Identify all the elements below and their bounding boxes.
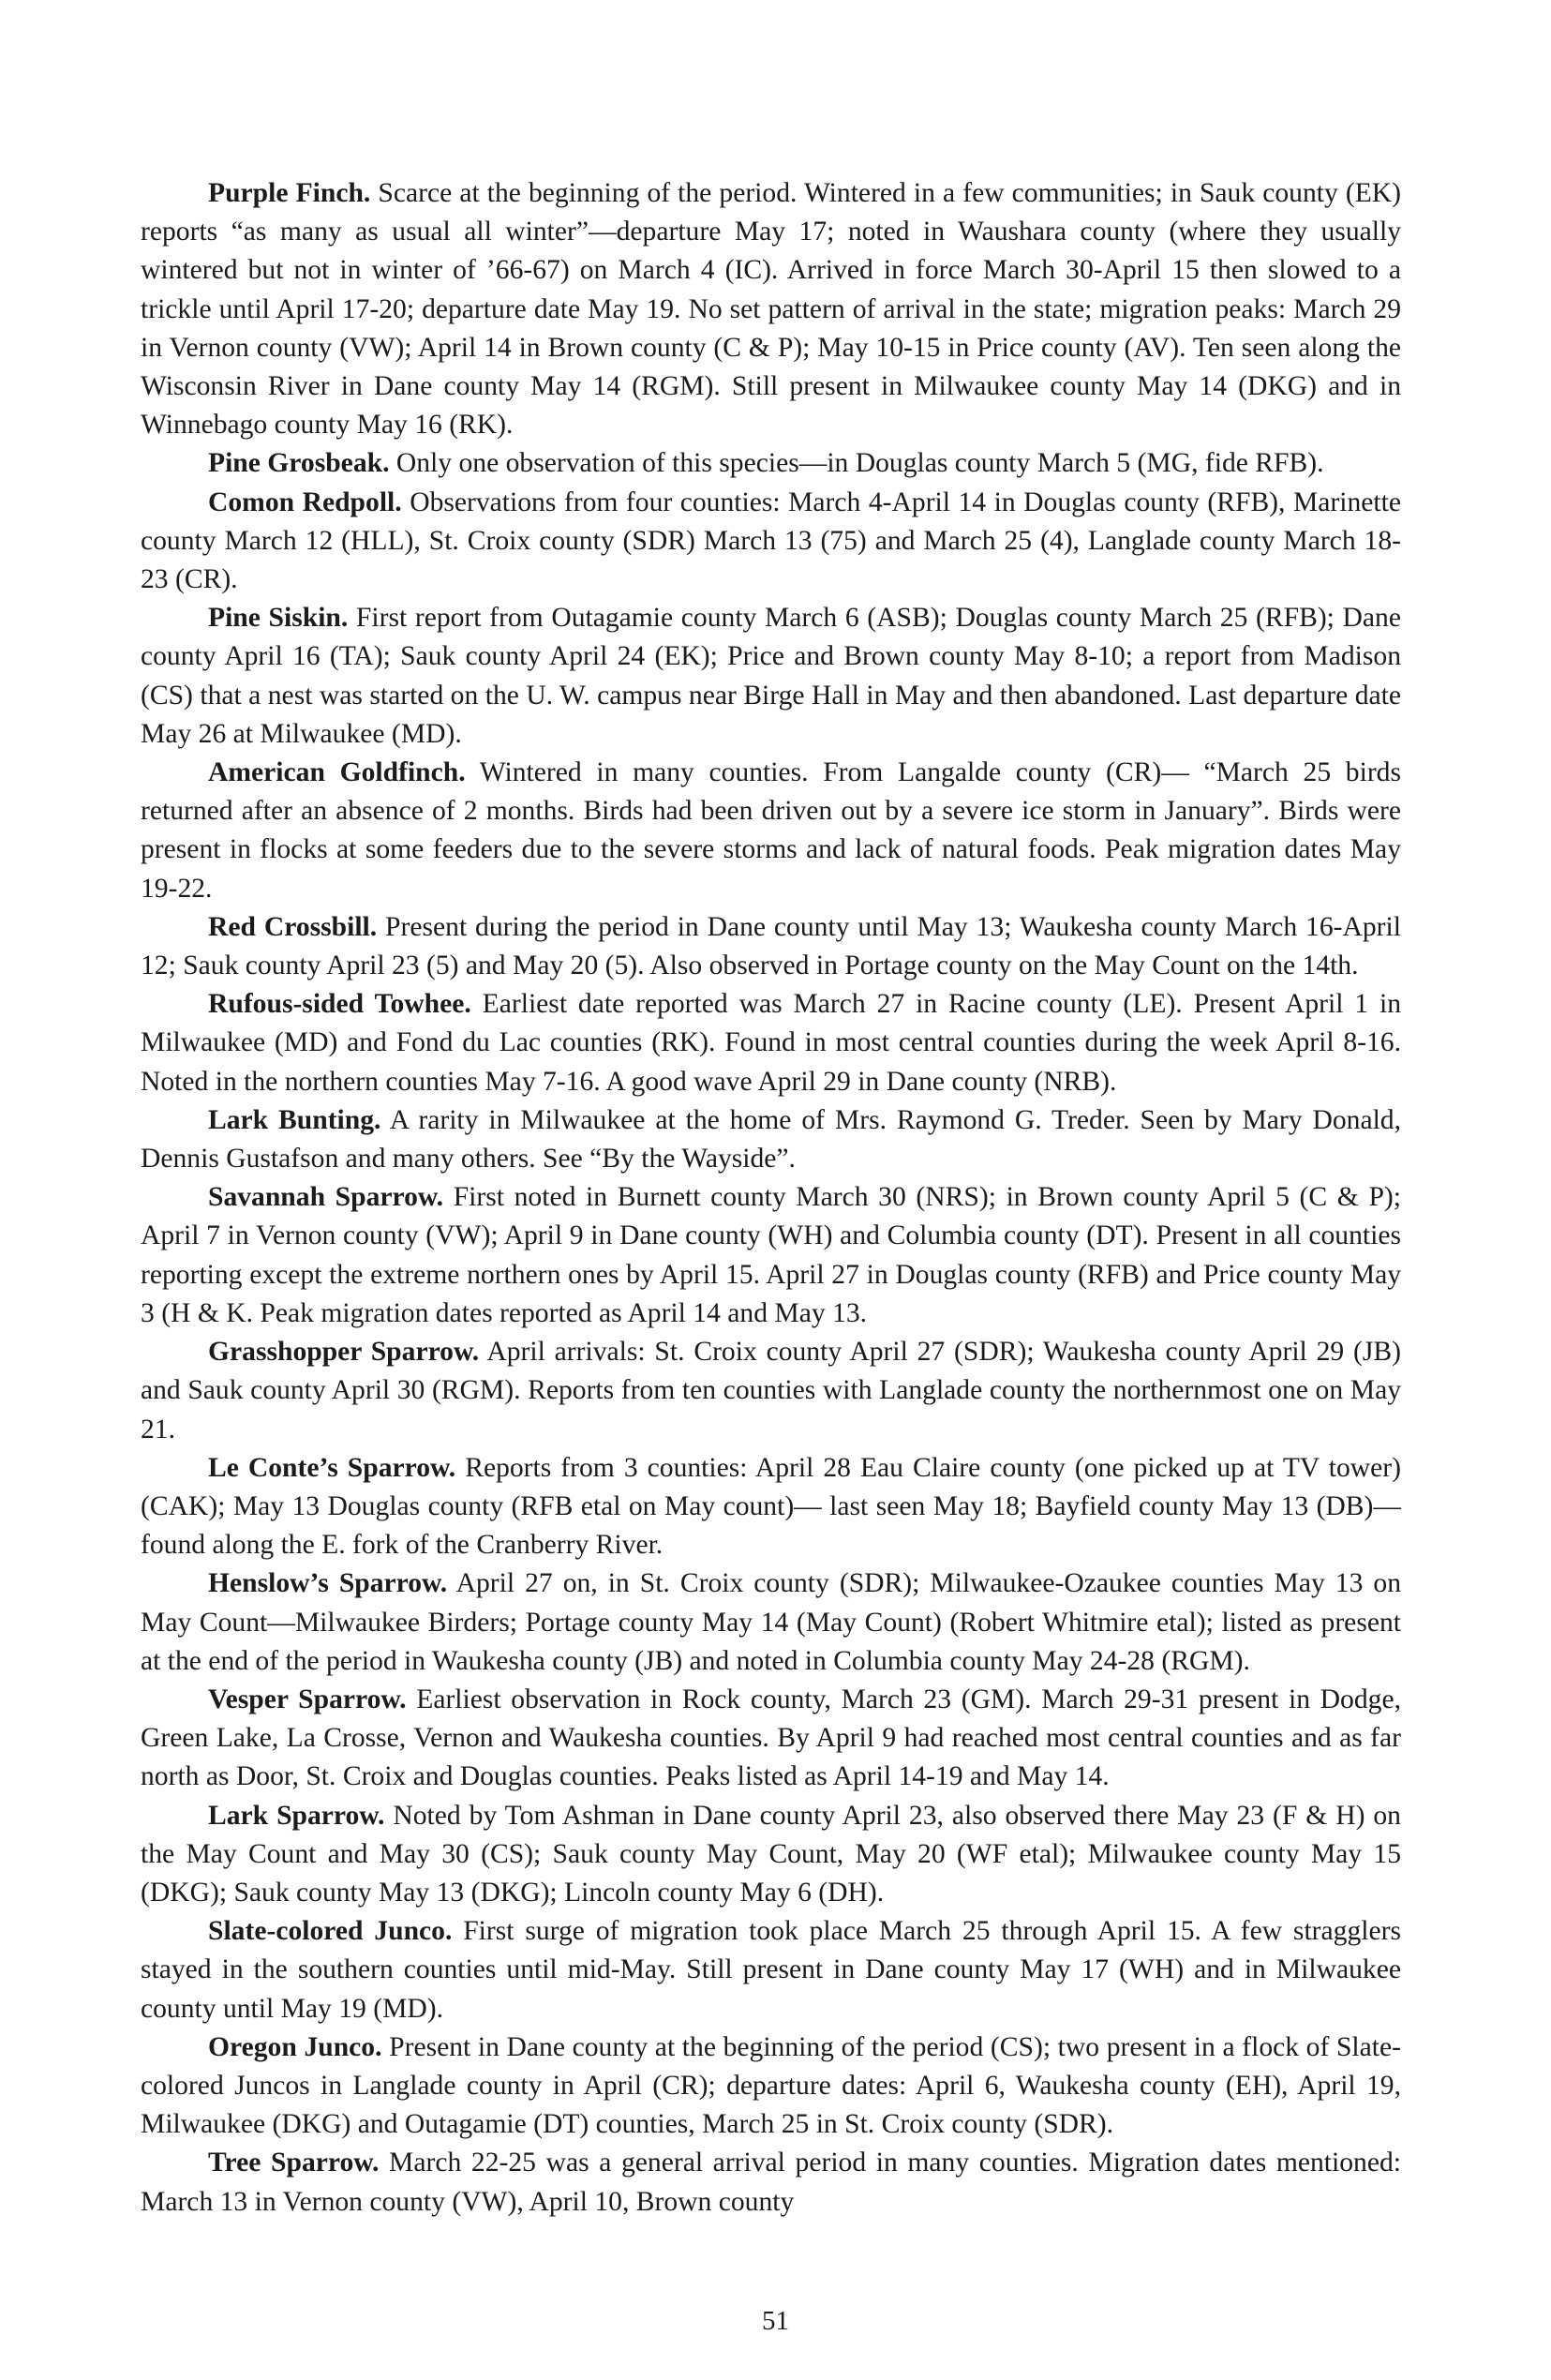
species-text: First surge of migration took place March 25 through April 15. A few stragglers stayed in the southern counties until mid-May. Still present in Dane county May 17 (WH) and in Milwaukee county until May 19 (MD). [141,1916,1401,2024]
species-text: Earliest date reported was March 27 in Racine county (LE). Present April 1 in Milwaukee (MD) and Fond du Lac counties (RK). Found in most central counties during the week April 8-16. Noted in the northern counties May 7-16. A good wave April 29 in Dane county (NRB). [141,989,1401,1097]
species-name: American Goldfinch. [208,757,466,788]
species-text: April 27 on, in St. Croix county (SDR); Milwaukee-Ozaukee counties May 13 on May Count—Milwaukee Birders; Portage county May 14 (May Count) (Robert Whitmire etal); listed as present at the end of the period in Waukesha county (JB) and noted in Columbia county May 24-28 (RGM). [141,1568,1401,1676]
species-name: Pine Grosbeak. [208,448,390,479]
species-name: Slate-colored Junco. [208,1916,453,1947]
species-entry [141,2144,1401,2221]
species-text: March 22-25 was a general arrival period in many counties. Migration dates mentioned: March 13 in Vernon county (VW), April 10, Brown county [141,2148,1401,2217]
species-entry [141,1101,1401,1178]
species-text: Noted by Tom Ashman in Dane county April 23, also observed there May 23 (F & H) on the May Count and May 30 (CS); Sauk county May Count, May 20 (WF etal); Milwaukee county May 15 (DKG); Sauk county May 13 (DKG); Lincoln county May 6 (DH). [141,1800,1401,1908]
species-text: First noted in Burnett county March 30 (NRS); in Brown county April 5 (C & P); April 7 in Vernon county (VW); April 9 in Dane county (WH) and Columbia county (DT). Present in all counties reporting except the extreme northern ones by April 15. April 27 in Douglas county (RFB) and Price county May 3 (H & K. Peak migration dates reported as April 14 and May 13. [141,1182,1401,1328]
species-text: Wintered in many counties. From Langalde county (CR)— “March 25 birds returned after an absence of 2 months. Birds had been driven out by a severe ice storm in January”. Birds were present in flocks at some feeders due to the severe storms and lack of natural foods. Peak migration dates May 19-22. [141,757,1401,904]
species-entry [141,484,1401,600]
species-entry [141,908,1401,985]
species-name: Purple Finch. [208,178,371,208]
species-name: Le Conte’s Sparrow. [208,1452,456,1483]
species-entry [141,599,1401,754]
species-entry [141,1178,1401,1333]
species-text: Scarce at the beginning of the period. Wintered in a few communities; in Sauk county (EK) reports “as many as usual all winter”—departure May 17; noted in Waushara county (where they usually wintered but not in winter of ’66-67) on March 4 (IC). Arrived in force March 30-April 15 then slowed to a trickle until April 17-20; departure date May 19. No set pattern of arrival in the state; migration peaks: March 29 in Vernon county (VW); April 14 in Brown county (C & P); May 10-15 in Price county (AV). Ten seen along the Wisconsin River in Dane county May 14 (RGM). Still present in Milwaukee county May 14 (DKG) and in Winnebago county May 16 (RK). [141,178,1401,441]
species-entry [141,444,1401,483]
document-body [141,174,1401,2222]
species-text: Present during the period in Dane county until May 13; Waukesha county March 16-April 12; Sauk county April 23 (5) and May 20 (5). Also observed in Portage county on the May Count on the 14th. [141,911,1401,981]
species-name: Vesper Sparrow. [208,1684,407,1714]
species-entry [141,1797,1401,1913]
species-text: April arrivals: St. Croix county April 27 (SDR); Waukesha county April 29 (JB) and Sauk county April 30 (RGM). Reports from ten counties with Langlade county the northernmost one on May 21. [141,1337,1401,1444]
species-entry [141,754,1401,908]
species-entry [141,1449,1401,1565]
species-name: Rufous-sided Towhee. [208,989,471,1020]
species-entry [141,1333,1401,1449]
species-entry [141,1681,1401,1797]
species-name: Grasshopper Sparrow. [208,1337,480,1368]
species-name: Pine Siskin. [208,603,349,634]
species-text: A rarity in Milwaukee at the home of Mrs. Raymond G. Treder. Seen by Mary Donald, Dennis Gustafson and many others. See “By the Wayside”. [141,1104,1401,1175]
species-text: First report from Outagamie county March 6 (ASB); Douglas county March 25 (RFB); Dane county April 16 (TA); Sauk county April 24 (EK); Price and Brown county May 8-10; a report from Madison (CS) that a nest was started on the U. W. campus near Birge Hall in May and then abandoned. Last departure date May 26 at Milwaukee (MD). [141,603,1401,749]
species-text: Earliest observation in Rock county, March 23 (GM). March 29-31 present in Dodge, Green Lake, La Crosse, Vernon and Waukesha counties. By April 9 had reached most central counties and as far north as Door, St. Croix and Douglas counties. Peaks listed as April 14-19 and May 14. [141,1684,1401,1792]
species-entry [141,985,1401,1101]
species-name: Savannah Sparrow. [208,1182,444,1213]
species-name: Lark Bunting. [208,1104,381,1135]
species-name: Red Crossbill. [208,911,378,942]
species-entry [141,2028,1401,2145]
species-entry [141,1912,1401,2028]
page-number: 51 [762,2306,789,2336]
species-text: Only one observation of this species—in Douglas county March 5 (MG, fide RFB). [389,448,1324,479]
species-name: Comon Redpoll. [208,486,402,517]
species-name: Tree Sparrow. [208,2148,380,2178]
species-name: Oregon Junco. [208,2031,382,2062]
species-entry [141,174,1401,444]
species-name: Lark Sparrow. [208,1800,385,1831]
species-entry [141,1564,1401,1681]
species-name: Henslow’s Sparrow. [208,1568,448,1599]
species-text: Reports from 3 counties: April 28 Eau Claire county (one picked up at TV tower) (CAK); May 13 Douglas county (RFB etal on May count)— last seen May 18; Bayfield county May 13 (DB)—found along the E. fork of the Cranberry River. [141,1452,1401,1561]
species-text: Present in Dane county at the beginning of the period (CS); two present in a flock of Slate-colored Juncos in Langlade county in April (CR); departure dates: April 6, Waukesha county (EH), April 19, Milwaukee (DKG) and Outagamie (DT) counties, March 25 in St. Croix county (SDR). [141,2031,1401,2140]
species-text: Observations from four counties: March 4-April 14 in Douglas county (RFB), Marinette county March 12 (HLL), St. Croix county (SDR) March 13 (75) and March 25 (4), Langlade county March 18-23 (CR). [141,486,1401,595]
